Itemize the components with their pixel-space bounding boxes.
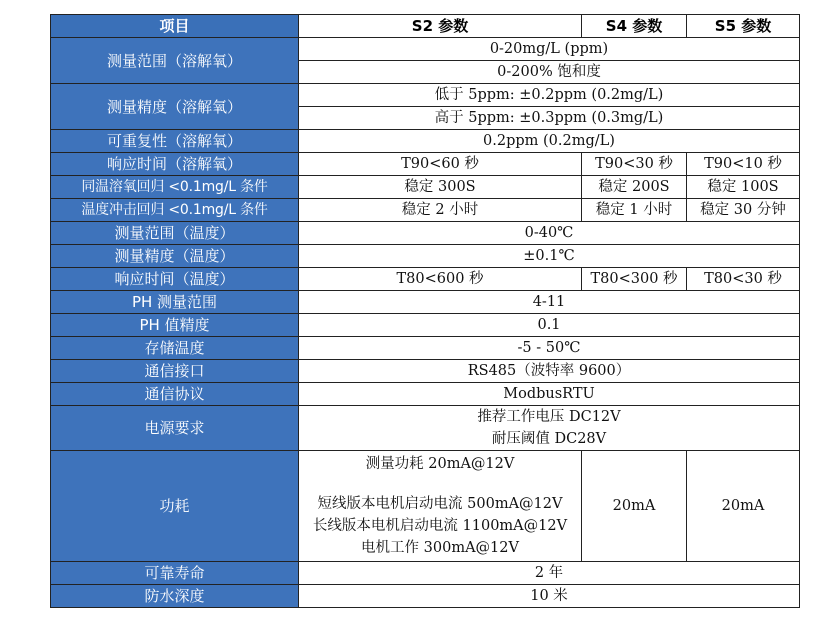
response-temp-s5: T80<30 秒 (687, 268, 800, 291)
response-do-s2: T90<60 秒 (299, 153, 582, 176)
storage-temp-value: -5 - 50℃ (299, 337, 800, 360)
waterproof-value: 10 米 (299, 585, 800, 608)
temp-shock-s5: 稳定 30 分钟 (687, 199, 800, 222)
range-do-value-1: 0-20mg/L (ppm) (299, 38, 800, 61)
table-row (51, 84, 800, 107)
power-req-value-2: 耐压阈值 DC28V (299, 428, 800, 451)
response-temp-s4: T80<300 秒 (582, 268, 687, 291)
response-do-s5: T90<10 秒 (687, 153, 800, 176)
row-label-range-do: 测量范围（溶解氧） (51, 38, 299, 84)
interface-value: RS485（波特率 9600） (299, 360, 800, 383)
header-s5: S5 参数 (687, 15, 800, 38)
row-label-precision-do: 测量精度（溶解氧） (51, 84, 299, 130)
consumption-s2-line-4: 电机工作 300mA@12V (361, 540, 519, 556)
table-row (51, 337, 800, 360)
row-label-lifetime: 可靠寿命 (51, 562, 299, 585)
temp-shock-s4: 稳定 1 小时 (582, 199, 687, 222)
range-do-value-2: 0-200% 饱和度 (299, 61, 800, 84)
table-row (51, 314, 800, 337)
row-label-storage-temp: 存储温度 (51, 337, 299, 360)
same-temp-s2: 稳定 300S (299, 176, 582, 199)
row-label-same-temp: 同温溶氧回归 <0.1mg/L 条件 (51, 176, 299, 199)
power-req-value-1: 推荐工作电压 DC12V (299, 406, 800, 429)
range-temp-value: 0-40℃ (299, 222, 800, 245)
table-row (51, 383, 800, 406)
table-row (51, 406, 800, 429)
row-label-repeat-do: 可重复性（溶解氧） (51, 130, 299, 153)
row-label-temp-shock: 温度冲击回归 <0.1mg/L 条件 (51, 199, 299, 222)
same-temp-s5: 稳定 100S (687, 176, 800, 199)
consumption-s2-line-3: 长线版本电机启动电流 1100mA@12V (312, 518, 568, 534)
table-row (51, 38, 800, 61)
lifetime-value: 2 年 (299, 562, 800, 585)
row-label-precision-temp: 测量精度（温度） (51, 245, 299, 268)
table-row (51, 199, 800, 222)
ph-range-value: 4-11 (299, 291, 800, 314)
row-label-ph-range: PH 测量范围 (51, 291, 299, 314)
consumption-s2-line-2: 短线版本电机启动电流 500mA@12V (317, 496, 563, 512)
table-row (51, 130, 800, 153)
header-s4: S4 参数 (582, 15, 687, 38)
table-row (51, 153, 800, 176)
spacer (301, 475, 579, 493)
row-label-power-req: 电源要求 (51, 406, 299, 451)
table-row (51, 562, 800, 585)
response-do-s4: T90<30 秒 (582, 153, 687, 176)
row-label-range-temp: 测量范围（温度） (51, 222, 299, 245)
row-label-ph-precision: PH 值精度 (51, 314, 299, 337)
row-label-interface: 通信接口 (51, 360, 299, 383)
header-row (51, 15, 800, 38)
consumption-s4: 20mA (582, 451, 687, 562)
consumption-s2-line-1: 测量功耗 20mA@12V (365, 456, 515, 472)
consumption-s5: 20mA (687, 451, 800, 562)
table-row (51, 268, 800, 291)
precision-do-value-1: 低于 5ppm: ±0.2ppm (0.2mg/L) (299, 84, 800, 107)
row-label-waterproof: 防水深度 (51, 585, 299, 608)
table-row (51, 360, 800, 383)
precision-temp-value: ±0.1℃ (299, 245, 800, 268)
same-temp-s4: 稳定 200S (582, 176, 687, 199)
row-label-response-temp: 响应时间（温度） (51, 268, 299, 291)
header-s2: S2 参数 (299, 15, 582, 38)
row-label-protocol: 通信协议 (51, 383, 299, 406)
table-row (51, 222, 800, 245)
table-row (51, 585, 800, 608)
temp-shock-s2: 稳定 2 小时 (299, 199, 582, 222)
header-item: 项目 (51, 15, 299, 38)
ph-precision-value: 0.1 (299, 314, 800, 337)
consumption-s2 (299, 451, 582, 562)
table-row (51, 176, 800, 199)
row-label-consumption: 功耗 (51, 451, 299, 562)
table-row (51, 291, 800, 314)
protocol-value: ModbusRTU (299, 383, 800, 406)
table-row (51, 451, 800, 562)
table-row (51, 245, 800, 268)
spec-table (50, 14, 800, 608)
row-label-response-do: 响应时间（溶解氧） (51, 153, 299, 176)
response-temp-s2: T80<600 秒 (299, 268, 582, 291)
precision-do-value-2: 高于 5ppm: ±0.3ppm (0.3mg/L) (299, 107, 800, 130)
repeat-do-value: 0.2ppm (0.2mg/L) (299, 130, 800, 153)
